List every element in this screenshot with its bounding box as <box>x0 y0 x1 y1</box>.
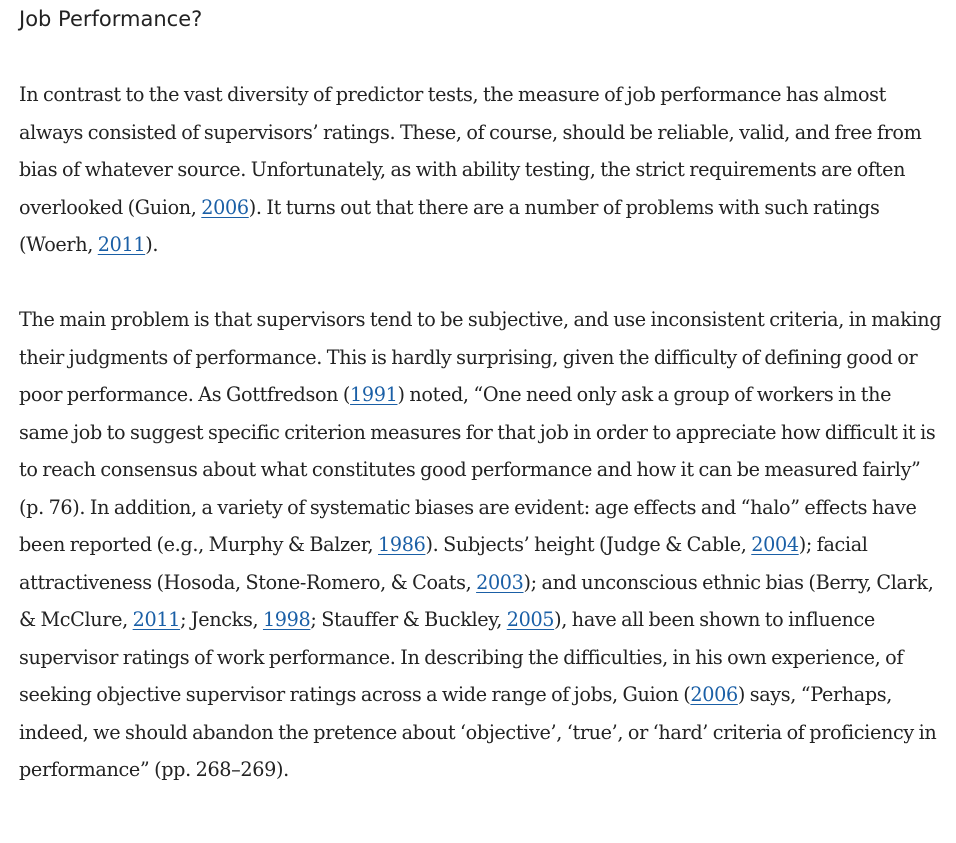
paragraph-text: ); facial attractiveness (Hosoda, Stone-Romero, & Coats, <box>19 533 868 594</box>
citation-link-jencks-1998[interactable]: 1998 <box>262 608 311 631</box>
citation-link-guion-2006[interactable]: 2006 <box>201 195 249 219</box>
paragraph-text: ). It turns out that there are a number of problems with such ratings (Woerh, <box>19 195 880 256</box>
citation-link-judge-cable-2004[interactable]: 2004 <box>751 533 799 556</box>
article-body <box>19 0 944 781</box>
paragraph-text: In contrast to the vast diversity of predictor tests, the measure of job performance has almost always consisted of supervisors’ ratings. These, of course, should be reliable, valid, and free from bias of whatever source. Unfortunately, as with ability testing, the strict requirements are often overlooked (Guion, <box>19 83 922 219</box>
paragraph-text: ). Subjects’ height (Judge & Cable, <box>425 533 752 556</box>
citation-link-murphy-balzer-1986[interactable]: 1986 <box>378 533 426 556</box>
citation-link-woerh-2011[interactable]: 2011 <box>97 233 146 256</box>
citation-link-guion-2006-second[interactable]: 2006 <box>690 683 738 706</box>
paragraph-text: ). <box>145 233 159 256</box>
paragraph-text: ; Jencks, <box>180 608 263 631</box>
paragraph-text: The main problem is that supervisors tend to be subjective, and use inconsistent criteria, in making their judgments of performance. This is hardly surprising, given the difficulty of defining good or poor performance. As Gottfredson ( <box>19 308 942 406</box>
citation-link-hosoda-2003[interactable]: 2003 <box>476 570 524 594</box>
paragraph-text: ) says, “Perhaps, indeed, we should abandon the pretence about ‘objective’, ‘true’, or ‘hard’ criteria of proficiency in performance” (pp. 268–269). <box>19 683 937 781</box>
citation-link-gottfredson-1991[interactable]: 1991 <box>350 383 398 406</box>
paragraph-text: ; Stauffer & Buckley, <box>310 608 507 631</box>
paragraph-text: ) noted, “One need only ask a group of workers in the same job to suggest specific criterion measures for that job in order to appreciate how difficult it is to reach consensus about what constitutes good performance and how it can be measured fairly” (p. 76). In addition, a variety of systematic biases are evident: age effects and “halo” effects have been reported (e.g., Murphy & Balzer, <box>19 383 936 556</box>
citation-link-berry-2011[interactable]: 2011 <box>132 608 181 631</box>
paragraph-text: ), have all been shown to influence supervisor ratings of work performance. In describing the difficulties, in his own experience, of seeking objective supervisor ratings across a wide range of jobs, Guion ( <box>19 608 904 706</box>
paragraph-supervisor-bias <box>19 301 944 789</box>
paragraph-ratings-intro <box>19 76 944 264</box>
citation-link-stauffer-buckley-2005[interactable]: 2005 <box>506 608 555 631</box>
paragraph-text: ); and unconscious ethnic bias (Berry, Clark, & McClure, <box>19 570 934 631</box>
section-heading: Job Performance? <box>19 7 203 31</box>
